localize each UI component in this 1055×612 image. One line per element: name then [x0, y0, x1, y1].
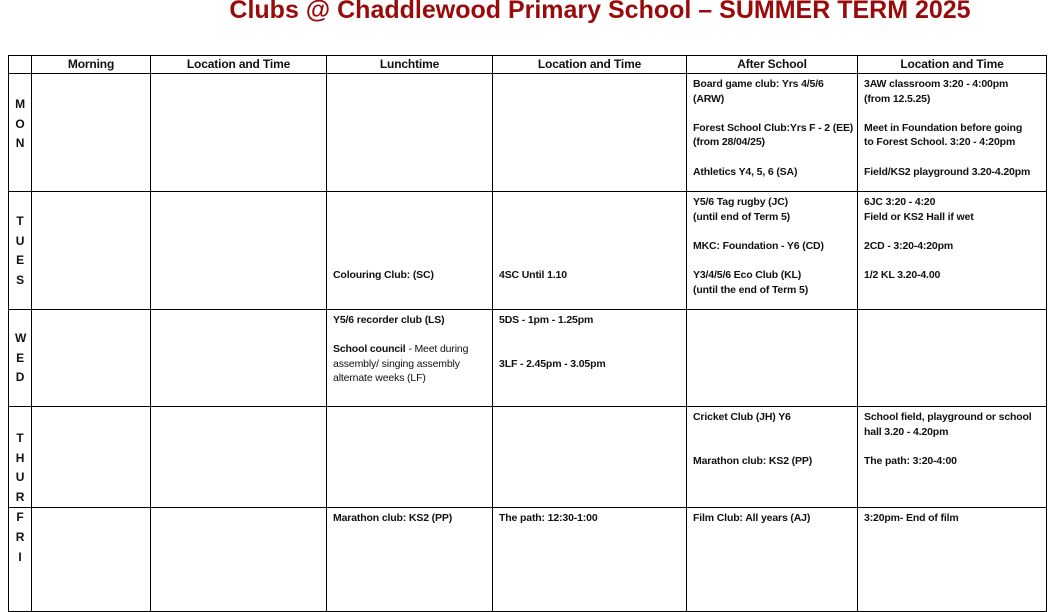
cell-line: 3AW classroom 3:20 - 4:00pm: [864, 78, 1009, 90]
cell-after-school-location: [858, 310, 1047, 407]
normal-text: alternate weeks (LF): [333, 372, 426, 385]
cell-line: The path: 3:20-4:00: [864, 454, 957, 467]
cell-line: 3:20pm- End of film: [864, 512, 959, 525]
bold-text: School council: [333, 343, 406, 356]
blank-line: [499, 195, 686, 210]
table-row-tues: [9, 192, 1047, 310]
header-after-school: After School: [687, 56, 858, 74]
normal-text: - Meet during: [405, 343, 469, 356]
cell-lunchtime: [327, 407, 493, 508]
table-row-fri: [9, 508, 1047, 612]
table-row-wed: [9, 310, 1047, 407]
normal-text: assembly/ singing assembly: [333, 357, 460, 370]
cell-lunchtime-location: [493, 192, 687, 310]
day-label: [9, 310, 32, 407]
blank-line: [333, 210, 492, 225]
cell-line: School field, playground or school: [864, 411, 1032, 423]
cell-line: Board game club: Yrs 4/5/6: [693, 78, 824, 90]
cell-lunchtime-location: [493, 74, 687, 192]
cell-line: (until the end of Term 5): [693, 283, 809, 296]
cell-after-school: [687, 407, 858, 508]
blank-line: [333, 253, 492, 268]
cell-line: (from 28/04/25): [693, 136, 765, 149]
cell-line: MKC: Foundation - Y6 (CD): [693, 239, 824, 252]
header-day: [9, 56, 32, 74]
cell-line: Cricket Club (JH) Y6: [693, 411, 791, 423]
blank-line: [693, 439, 857, 454]
cell-line: Film Club: All years (AJ): [693, 512, 811, 525]
cell-after-school: [687, 508, 858, 612]
day-letters: THUR: [15, 431, 25, 504]
cell-morning-location: [151, 192, 327, 310]
cell-morning-location: [151, 407, 327, 508]
blank-line: [333, 224, 492, 239]
cell-after-school: [687, 310, 858, 407]
cell-line: [333, 371, 492, 386]
cell-morning: [32, 508, 151, 612]
cell-line: 6JC 3:20 - 4:20: [864, 196, 936, 208]
cell-line: 2CD - 3:20-4:20pm: [864, 239, 954, 252]
cell-lunchtime-location: [493, 310, 687, 407]
cell-after-school-location: [858, 74, 1047, 192]
cell-line: Field/KS2 playground 3.20-4.20pm: [864, 165, 1031, 178]
blank-line: [864, 439, 1046, 454]
day-letters: WED: [15, 331, 27, 385]
cell-after-school: [687, 192, 858, 310]
cell-line: Y5/6 recorder club (LS): [333, 314, 445, 326]
day-label: [9, 407, 32, 508]
cell-line: 5DS - 1pm - 1.25pm: [499, 314, 594, 326]
cell-lunchtime: [327, 310, 493, 407]
cell-line: Y3/4/5/6 Eco Club (KL): [693, 268, 802, 281]
cell-after-school-location: [858, 407, 1047, 508]
cell-line: 3LF - 2.45pm - 3.05pm: [499, 357, 606, 370]
cell-line: (until end of Term 5): [693, 210, 790, 223]
cell-line: 4SC Until 1.10: [499, 268, 567, 281]
blank-line: [499, 253, 686, 268]
table-row-thur: [9, 407, 1047, 508]
cell-line: Marathon club: KS2 (PP): [333, 512, 453, 525]
cell-line: Meet in Foundation before going: [864, 121, 1023, 134]
cell-line: (from 12.5.25): [864, 92, 931, 105]
cell-morning: [32, 407, 151, 508]
table-row-mon: [9, 74, 1047, 192]
blank-line: [499, 210, 686, 225]
header-lunchtime: Lunchtime: [327, 56, 493, 74]
cell-line: [333, 342, 492, 357]
cell-line: Marathon club: KS2 (PP): [693, 454, 813, 467]
blank-line: [864, 253, 1046, 268]
blank-line: [693, 253, 857, 268]
page-title: Clubs @ Chaddlewood Primary School – SUMMER TERM 2025: [229, 0, 971, 24]
cell-morning: [32, 192, 151, 310]
cell-lunchtime: [327, 508, 493, 612]
blank-line: [499, 239, 686, 254]
cell-line: 1/2 KL 3.20-4.00: [864, 268, 941, 281]
header-morning: Morning: [32, 56, 151, 74]
day-label: [9, 74, 32, 192]
day-letters: TUES: [15, 214, 25, 287]
cell-lunchtime-location: [493, 407, 687, 508]
cell-lunchtime-location: [493, 508, 687, 612]
cell-after-school-location: [858, 508, 1047, 612]
blank-line: [693, 425, 857, 440]
day-label: [9, 508, 32, 612]
cell-lunchtime: [327, 192, 493, 310]
cell-line: Field or KS2 Hall if wet: [864, 210, 974, 223]
header-after-school-location: Location and Time: [858, 56, 1047, 74]
cell-line: Colouring Club: (SC): [333, 268, 434, 281]
blank-line: [499, 224, 686, 239]
day-letters: MON: [15, 97, 25, 151]
blank-line: [333, 328, 492, 343]
blank-line: [864, 224, 1046, 239]
cell-line: The path: 12:30-1:00: [499, 512, 598, 525]
cell-morning-location: [151, 508, 327, 612]
day-label: [9, 192, 32, 310]
cell-line: Y5/6 Tag rugby (JC): [693, 196, 788, 208]
day-letters: FRI: [15, 510, 25, 564]
clubs-timetable: [8, 55, 1047, 612]
cell-morning-location: [151, 310, 327, 407]
header-lunchtime-location: Location and Time: [493, 56, 687, 74]
header-morning-location: Location and Time: [151, 56, 327, 74]
blank-line: [693, 224, 857, 239]
cell-line: Forest School Club:Yrs F - 2 (EE): [693, 121, 854, 134]
cell-lunchtime: [327, 74, 493, 192]
blank-line: [499, 328, 686, 343]
cell-line: hall 3.20 - 4.20pm: [864, 425, 949, 438]
cell-line: (ARW): [693, 92, 725, 105]
blank-line: [333, 239, 492, 254]
cell-after-school-location: [858, 192, 1047, 310]
blank-line: [499, 342, 686, 357]
cell-line: Athletics Y4, 5, 6 (SA): [693, 165, 798, 178]
cell-morning: [32, 74, 151, 192]
header-row: [9, 56, 1047, 74]
cell-morning-location: [151, 74, 327, 192]
blank-line: [693, 106, 857, 121]
cell-after-school: [687, 74, 858, 192]
cell-morning: [32, 310, 151, 407]
blank-line: [333, 195, 492, 210]
blank-line: [864, 106, 1046, 121]
cell-line: to Forest School. 3:20 - 4:20pm: [864, 136, 1016, 149]
blank-line: [864, 150, 1046, 165]
blank-line: [693, 150, 857, 165]
cell-line: [333, 357, 492, 372]
